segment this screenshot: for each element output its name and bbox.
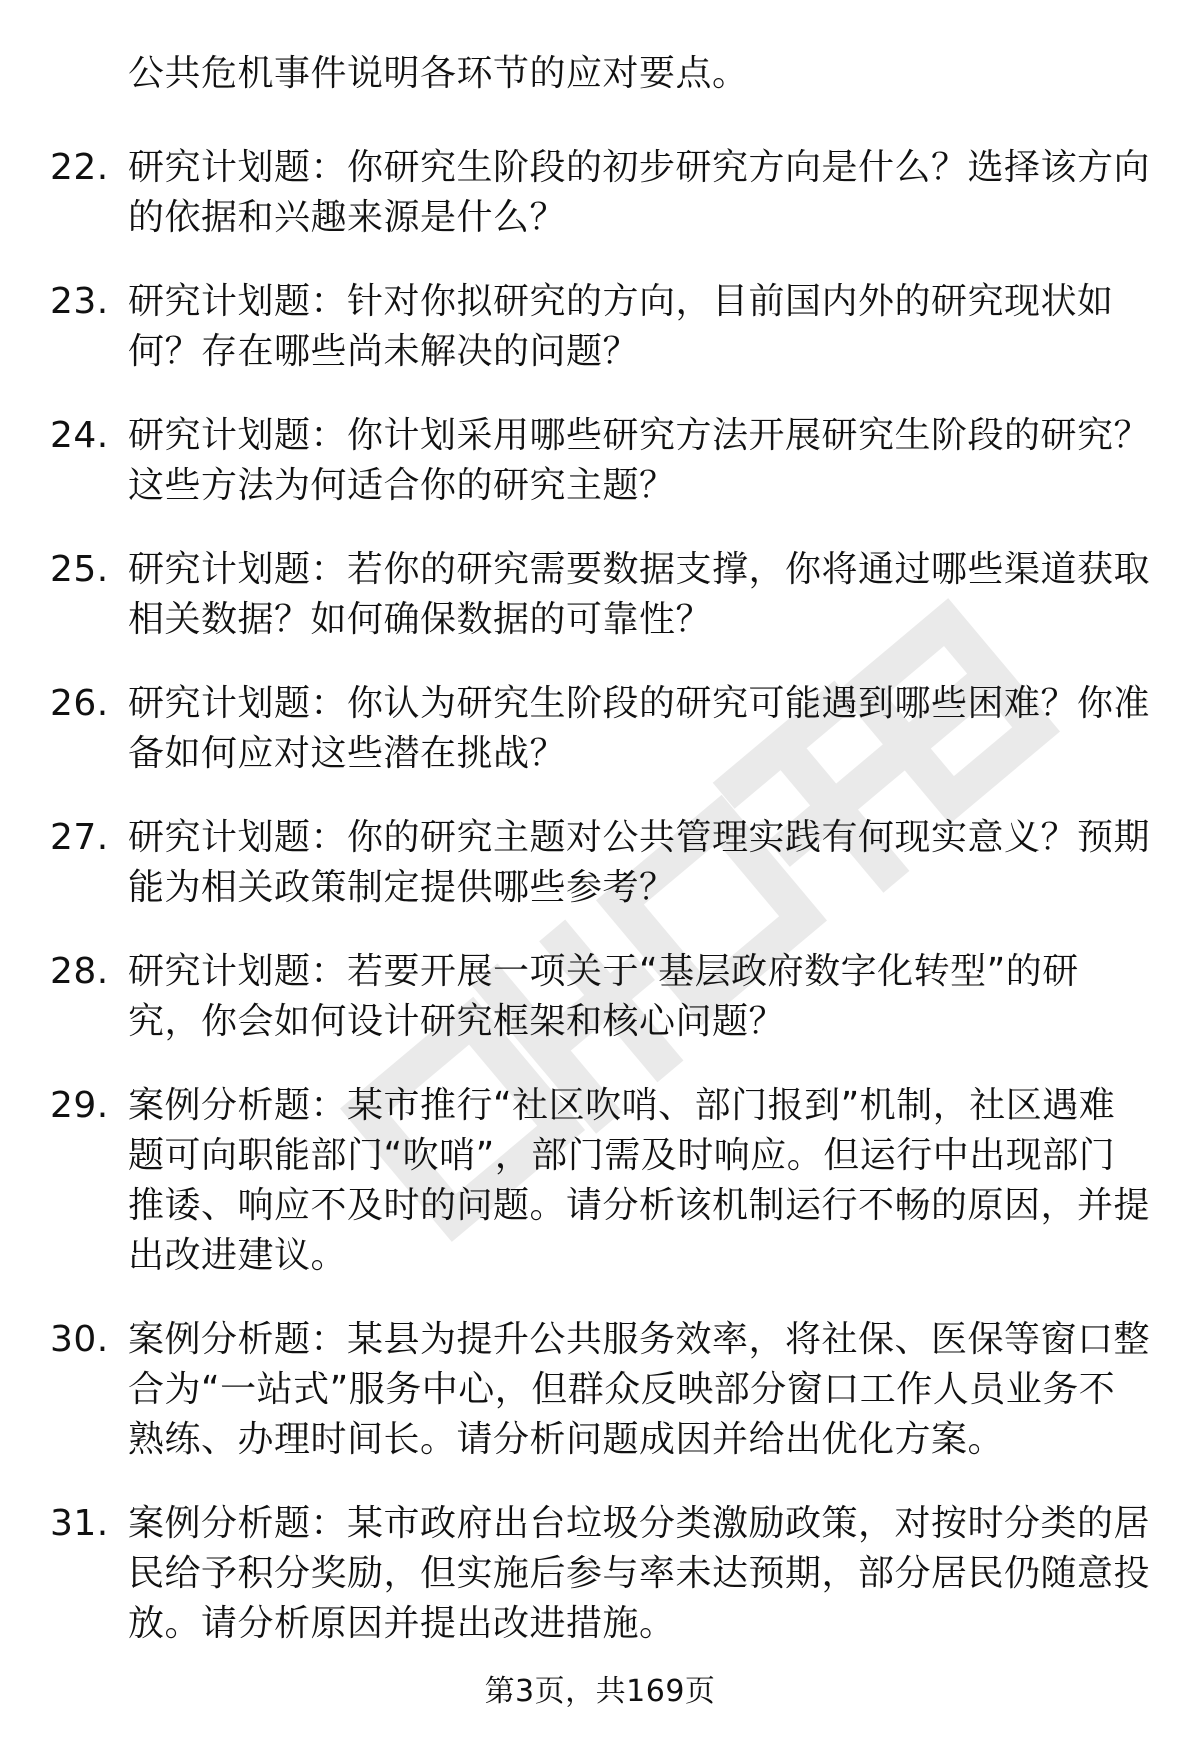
question-item (50, 1499, 1150, 1649)
question-number: 25. (50, 549, 109, 590)
question-number: 24. (50, 415, 109, 456)
question-line: 推诿、响应不及时的问题。请分析该机制运行不畅的原因，并提 (128, 1185, 1151, 1226)
question-line: 的依据和兴趣来源是什么？ (128, 197, 567, 238)
question-line: 研究计划题：你认为研究生阶段的研究可能遇到哪些困难？你准 (128, 683, 1151, 724)
question-number: 31. (50, 1503, 109, 1544)
question-number: 23. (50, 281, 109, 322)
question-text (128, 277, 1128, 377)
question-item (50, 143, 1150, 243)
question-text (128, 545, 1151, 645)
question-text (128, 411, 1151, 511)
question-item (50, 545, 1150, 645)
question-line: 题可向职能部门“吹哨”，部门需及时响应。但运行中出现部门 (128, 1135, 1116, 1176)
question-item (50, 947, 1150, 1047)
question-line: 何？存在哪些尚未解决的问题？ (128, 331, 640, 372)
question-line: 究，你会如何设计研究框架和核心问题？ (128, 1001, 786, 1042)
question-item (50, 679, 1150, 779)
question-line: 研究计划题：你的研究主题对公共管理实践有何现实意义？预期 (128, 817, 1151, 858)
continuation-text: 公共危机事件说明各环节的应对要点。 (128, 53, 749, 94)
question-number: 22. (50, 147, 109, 188)
question-line: 合为“一站式”服务中心，但群众反映部分窗口工作人员业务不 (128, 1369, 1116, 1410)
question-number: 26. (50, 683, 109, 724)
question-line: 案例分析题：某市推行“社区吹哨、部门报到”机制，社区遇难 (128, 1085, 1116, 1126)
question-text (128, 143, 1151, 243)
question-content (50, 48, 1150, 1683)
question-text (128, 1499, 1151, 1649)
question-line: 备如何应对这些潜在挑战？ (128, 733, 567, 774)
question-item (50, 813, 1150, 913)
question-text (128, 1315, 1151, 1465)
question-line: 放。请分析原因并提出改进措施。 (128, 1603, 676, 1644)
page-footer: 第3页，共169页 (484, 1674, 716, 1709)
question-line: 案例分析题：某县为提升公共服务效率，将社保、医保等窗口整 (128, 1319, 1151, 1360)
question-line: 能为相关政策制定提供哪些参考？ (128, 867, 676, 908)
question-line: 熟练、办理时间长。请分析问题成因并给出优化方案。 (128, 1419, 1005, 1460)
question-list (50, 143, 1150, 1649)
question-text (128, 1081, 1151, 1281)
question-number: 30. (50, 1319, 109, 1360)
question-text (128, 947, 1128, 1047)
question-item (50, 411, 1150, 511)
question-line: 民给予积分奖励，但实施后参与率未达预期，部分居民仍随意投 (128, 1553, 1151, 1594)
question-number: 29. (50, 1085, 109, 1126)
question-line: 相关数据？如何确保数据的可靠性？ (128, 599, 713, 640)
question-item (50, 1315, 1150, 1465)
question-item (50, 1081, 1150, 1281)
question-line: 出改进建议。 (128, 1235, 348, 1276)
question-line: 研究计划题：若你的研究需要数据支撑，你将通过哪些渠道获取 (128, 549, 1151, 590)
question-line: 研究计划题：你计划采用哪些研究方法开展研究生阶段的研究？ (128, 415, 1151, 456)
question-text (128, 679, 1151, 779)
question-line: 研究计划题：针对你拟研究的方向，目前国内外的研究现状如 (128, 281, 1114, 322)
question-number: 28. (50, 951, 109, 992)
question-item (50, 277, 1150, 377)
question-text (128, 813, 1151, 913)
question-number: 27. (50, 817, 109, 858)
question-line: 这些方法为何适合你的研究主题？ (128, 465, 676, 506)
question-line: 案例分析题：某市政府出台垃圾分类激励政策，对按时分类的居 (128, 1503, 1151, 1544)
question-line: 研究计划题：你研究生阶段的初步研究方向是什么？选择该方向 (128, 147, 1151, 188)
question-line: 研究计划题：若要开展一项关于“基层政府数字化转型”的研 (128, 951, 1079, 992)
